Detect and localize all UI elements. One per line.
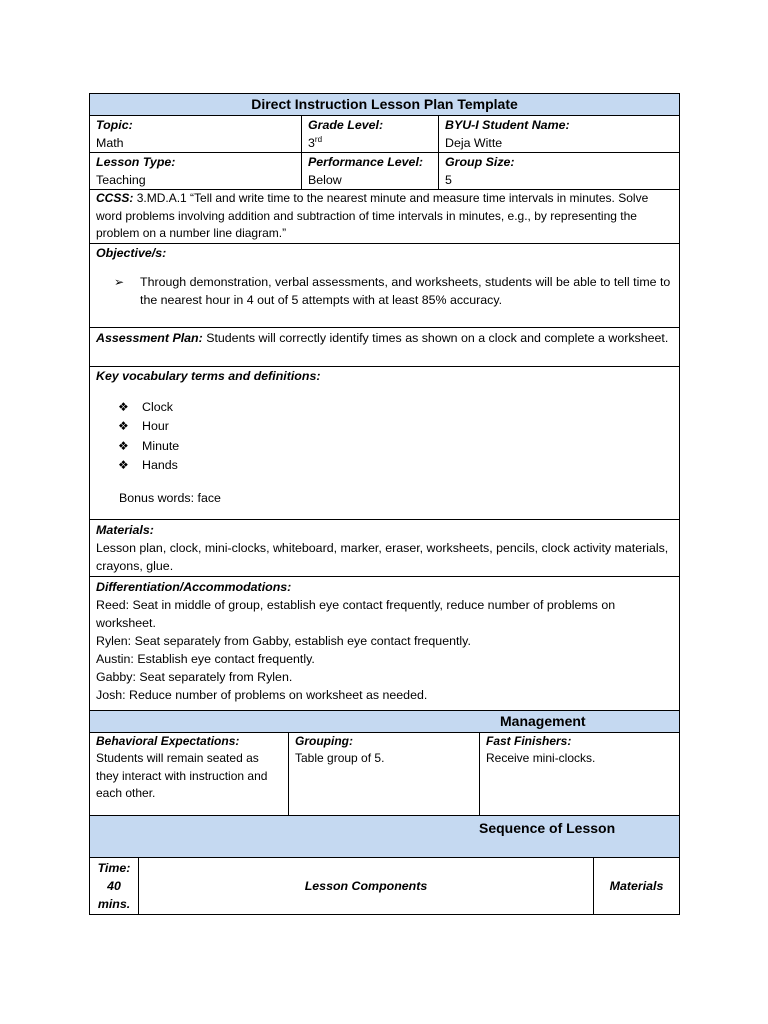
lesson-type-cell: [90, 153, 302, 190]
group-size-label: Group Size:: [445, 155, 515, 169]
materials-text: Lesson plan, clock, mini-clocks, whiteboard, marker, eraser, worksheets, pencils, clock activity materials, crayons, glue.: [96, 540, 669, 573]
vocabulary-list: [118, 398, 673, 476]
list-item: ❖ Hands: [118, 456, 673, 476]
fast-finishers-label: Fast Finishers:: [486, 733, 572, 748]
differentiation-line: Josh: Reduce number of problems on worksheet as needed.: [96, 687, 428, 702]
differentiation-line: Rylen: Seat separately from Gabby, establish eye contact frequently.: [96, 633, 471, 648]
student-name-cell: [439, 116, 680, 153]
differentiation-line: Gabby: Seat separately from Rylen.: [96, 669, 293, 684]
objectives-cell: [90, 243, 680, 327]
lesson-type-value: Teaching: [96, 173, 146, 187]
bonus-words: Bonus words: face: [119, 490, 221, 505]
ccss-text: 3.MD.A.1 “Tell and write time to the nearest minute and measure time intervals in minutes. Solve word problems involving addition and subtraction of time intervals in minutes, e.g., by representing the problem on a number line diagram.”: [96, 191, 649, 240]
group-size-value: 5: [445, 173, 452, 187]
document-title: Direct Instruction Lesson Plan Template: [90, 94, 680, 116]
behavior-text: Students will remain seated as they interact with instruction and each other.: [96, 751, 268, 800]
grade-level-value: 3rd: [308, 134, 323, 150]
differentiation-cell: [90, 576, 680, 710]
student-name-label: BYU-I Student Name:: [445, 118, 570, 132]
grade-level-cell: [302, 116, 439, 153]
performance-level-value: Below: [308, 173, 342, 187]
performance-level-cell: [302, 153, 439, 190]
objective-text: Through demonstration, verbal assessments, and worksheets, students will be able to tell time to the nearest hour in 4 out of 5 attempts with at least 85% accuracy.: [140, 274, 671, 307]
materials-header: Materials: [594, 857, 680, 914]
grouping-cell: [289, 732, 480, 815]
list-item: ❖ Minute: [118, 437, 673, 457]
sequence-table: [89, 815, 680, 915]
grade-level-label: Grade Level:: [308, 118, 384, 132]
time-label: Time:: [97, 860, 131, 875]
diamond-bullet-icon: ❖: [118, 419, 129, 433]
list-item: ❖ Clock: [118, 398, 673, 418]
arrow-bullet-icon: ➢: [114, 274, 125, 289]
objectives-label: Objective/s:: [96, 245, 167, 260]
vocabulary-cell: [90, 366, 680, 519]
materials-cell: [90, 519, 680, 576]
lesson-info-table: [89, 93, 680, 711]
fast-finishers-cell: [480, 732, 680, 815]
student-name-value: Deja Witte: [445, 136, 503, 150]
differentiation-line: Austin: Establish eye contact frequently.: [96, 651, 315, 666]
diamond-bullet-icon: ❖: [118, 458, 129, 472]
lesson-type-label: Lesson Type:: [96, 155, 176, 169]
sequence-heading: Sequence of Lesson: [90, 815, 680, 857]
time-value: 40: [107, 878, 121, 893]
management-heading: Management: [90, 710, 680, 732]
differentiation-label: Differentiation/Accommodations:: [96, 579, 292, 594]
time-unit: mins.: [97, 896, 131, 911]
management-table: [89, 710, 680, 816]
vocabulary-label: Key vocabulary terms and definitions:: [96, 368, 321, 383]
topic-value: Math: [96, 136, 124, 150]
assessment-plan-label: Assessment Plan:: [96, 330, 203, 345]
materials-label: Materials:: [96, 522, 154, 537]
grouping-text: Table group of 5.: [295, 751, 385, 765]
diamond-bullet-icon: ❖: [118, 399, 129, 414]
assessment-plan-cell: [90, 327, 680, 366]
ccss-label: CCSS:: [96, 191, 134, 205]
topic-label: Topic:: [96, 118, 133, 132]
list-item: ❖ Hour: [118, 417, 673, 437]
time-cell: [90, 857, 139, 914]
performance-level-label: Performance Level:: [308, 155, 424, 169]
fast-finishers-text: Receive mini-clocks.: [486, 751, 596, 765]
behavior-label: Behavioral Expectations:: [96, 733, 240, 748]
grouping-label: Grouping:: [295, 733, 353, 748]
group-size-cell: [439, 153, 680, 190]
objective-item: [114, 273, 673, 309]
assessment-plan-text: Students will correctly identify times as shown on a clock and complete a worksheet.: [202, 330, 669, 345]
ccss-cell: [90, 190, 680, 244]
diamond-bullet-icon: ❖: [118, 438, 129, 453]
behavior-cell: [90, 732, 289, 815]
lesson-components-header: Lesson Components: [139, 857, 594, 914]
lesson-plan-document: [89, 93, 679, 915]
differentiation-line: Reed: Seat in middle of group, establish eye contact frequently, reduce number of problems on worksheet.: [96, 597, 616, 630]
topic-cell: [90, 116, 302, 153]
